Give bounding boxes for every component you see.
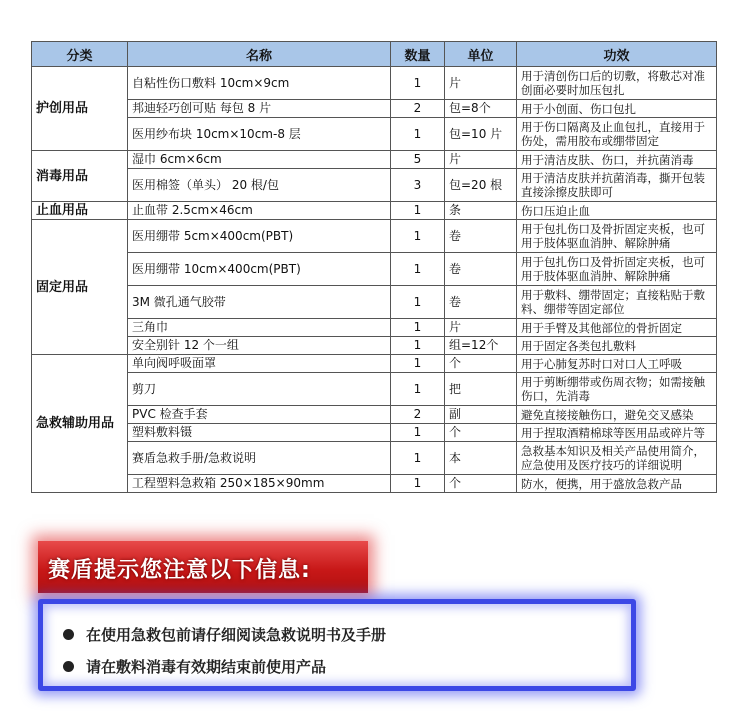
unit-cell: 卷 <box>445 286 517 319</box>
category-cell: 止血用品 <box>32 202 128 220</box>
name-cell: 3M 微孔通气胶带 <box>128 286 391 319</box>
name-cell: 赛盾急救手册/急救说明 <box>128 442 391 475</box>
unit-cell: 个 <box>445 424 517 442</box>
table-row <box>32 202 717 220</box>
name-cell: 医用绷带 10cm×400cm(PBT) <box>128 253 391 286</box>
name-cell: 湿巾 6cm×6cm <box>128 151 391 169</box>
unit-cell: 片 <box>445 67 517 100</box>
function-cell: 用于包扎伤口及骨折固定夹板，也可用于肢体驱血消肿、解除肿痛 <box>517 253 717 286</box>
name-cell: 塑料敷料镊 <box>128 424 391 442</box>
notice-item-text: 在使用急救包前请仔细阅读急救说明书及手册 <box>86 626 387 644</box>
quantity-cell: 1 <box>391 319 445 337</box>
function-cell: 用于手臂及其他部位的骨折固定 <box>517 319 717 337</box>
name-cell: 止血带 2.5cm×46cm <box>128 202 391 220</box>
function-cell: 用于固定各类包扎敷料 <box>517 337 717 355</box>
quantity-cell: 1 <box>391 475 445 493</box>
header-category: 分类 <box>32 42 128 67</box>
unit-cell: 片 <box>445 319 517 337</box>
function-cell: 用于包扎伤口及骨折固定夹板，也可用于肢体驱血消肿、解除肿痛 <box>517 220 717 253</box>
table-row <box>32 151 717 169</box>
unit-cell: 把 <box>445 373 517 406</box>
name-cell: 安全别针 12 个一组 <box>128 337 391 355</box>
notice-item <box>63 656 326 677</box>
unit-cell: 组=12个 <box>445 337 517 355</box>
notice-title: 赛盾提示您注意以下信息: <box>48 558 311 583</box>
first-aid-kit-table <box>31 41 717 493</box>
function-cell: 用于清洁皮肤并抗菌消毒，撕开包装直接涂擦皮肤即可 <box>517 169 717 202</box>
bullet-icon <box>63 629 74 640</box>
name-cell: PVC 检查手套 <box>128 406 391 424</box>
quantity-cell: 3 <box>391 169 445 202</box>
table-row <box>32 475 717 493</box>
header-function: 功效 <box>517 42 717 67</box>
notice-banner <box>38 541 368 593</box>
unit-cell: 个 <box>445 355 517 373</box>
name-cell: 医用绷带 5cm×400cm(PBT) <box>128 220 391 253</box>
quantity-cell: 1 <box>391 337 445 355</box>
table-row <box>32 337 717 355</box>
table-body <box>32 67 717 493</box>
quantity-cell: 1 <box>391 253 445 286</box>
quantity-cell: 2 <box>391 100 445 118</box>
bullet-icon <box>63 661 74 672</box>
quantity-cell: 1 <box>391 118 445 151</box>
quantity-cell: 1 <box>391 202 445 220</box>
unit-cell: 卷 <box>445 220 517 253</box>
quantity-cell: 1 <box>391 442 445 475</box>
name-cell: 医用纱布块 10cm×10cm-8 层 <box>128 118 391 151</box>
quantity-cell: 2 <box>391 406 445 424</box>
function-cell: 防水，便携，用于盛放急救产品 <box>517 475 717 493</box>
function-cell: 避免直接接触伤口，避免交叉感染 <box>517 406 717 424</box>
function-cell: 用于剪断绷带或伤周衣物；如需接触伤口，先消毒 <box>517 373 717 406</box>
quantity-cell: 1 <box>391 424 445 442</box>
quantity-cell: 1 <box>391 220 445 253</box>
unit-cell: 包=8个 <box>445 100 517 118</box>
quantity-cell: 1 <box>391 373 445 406</box>
function-cell: 用于清洁皮肤、伤口，并抗菌消毒 <box>517 151 717 169</box>
notice-item-text: 请在敷料消毒有效期结束前使用产品 <box>86 658 327 676</box>
category-cell: 固定用品 <box>32 220 128 355</box>
notice-item <box>63 624 386 645</box>
table-row <box>32 100 717 118</box>
table-row <box>32 286 717 319</box>
notice-box <box>38 599 636 691</box>
function-cell: 用于伤口隔离及止血包扎，直接用于伤处，需用胶布或绷带固定 <box>517 118 717 151</box>
unit-cell: 卷 <box>445 253 517 286</box>
table-row <box>32 406 717 424</box>
header-quantity: 数量 <box>391 42 445 67</box>
name-cell: 工程塑料急救箱 250×185×90mm <box>128 475 391 493</box>
header-unit: 单位 <box>445 42 517 67</box>
unit-cell: 本 <box>445 442 517 475</box>
function-cell: 用于清创伤口后的切敷，将敷芯对准创面必要时加压包扎 <box>517 67 717 100</box>
quantity-cell: 5 <box>391 151 445 169</box>
function-cell: 急救基本知识及相关产品使用简介，应急使用及医疗技巧的详细说明 <box>517 442 717 475</box>
notice-panel <box>38 541 638 696</box>
function-cell: 用于小创面、伤口包扎 <box>517 100 717 118</box>
function-cell: 用于心肺复苏时口对口人工呼吸 <box>517 355 717 373</box>
table-header-row <box>32 42 717 67</box>
category-cell: 消毒用品 <box>32 151 128 202</box>
table-row <box>32 118 717 151</box>
name-cell: 自粘性伤口敷料 10cm×9cm <box>128 67 391 100</box>
table-row <box>32 253 717 286</box>
table-row <box>32 319 717 337</box>
name-cell: 单向阀呼吸面罩 <box>128 355 391 373</box>
name-cell: 医用棉签（单头） 20 根/包 <box>128 169 391 202</box>
quantity-cell: 1 <box>391 355 445 373</box>
table-row <box>32 442 717 475</box>
name-cell: 剪刀 <box>128 373 391 406</box>
name-cell: 三角巾 <box>128 319 391 337</box>
header-name: 名称 <box>128 42 391 67</box>
table-row <box>32 355 717 373</box>
table-row <box>32 424 717 442</box>
table-row <box>32 169 717 202</box>
quantity-cell: 1 <box>391 286 445 319</box>
quantity-cell: 1 <box>391 67 445 100</box>
function-cell: 用于捏取酒精棉球等医用品或碎片等 <box>517 424 717 442</box>
unit-cell: 个 <box>445 475 517 493</box>
unit-cell: 包=10 片 <box>445 118 517 151</box>
function-cell: 用于敷料、绷带固定；直接粘贴于敷料、绷带等固定部位 <box>517 286 717 319</box>
category-cell: 急救辅助用品 <box>32 355 128 493</box>
table-row <box>32 67 717 100</box>
function-cell: 伤口压迫止血 <box>517 202 717 220</box>
category-cell: 护创用品 <box>32 67 128 151</box>
unit-cell: 条 <box>445 202 517 220</box>
name-cell: 邦迪轻巧创可贴 每包 8 片 <box>128 100 391 118</box>
table-row <box>32 373 717 406</box>
unit-cell: 副 <box>445 406 517 424</box>
unit-cell: 片 <box>445 151 517 169</box>
table-row <box>32 220 717 253</box>
unit-cell: 包=20 根 <box>445 169 517 202</box>
